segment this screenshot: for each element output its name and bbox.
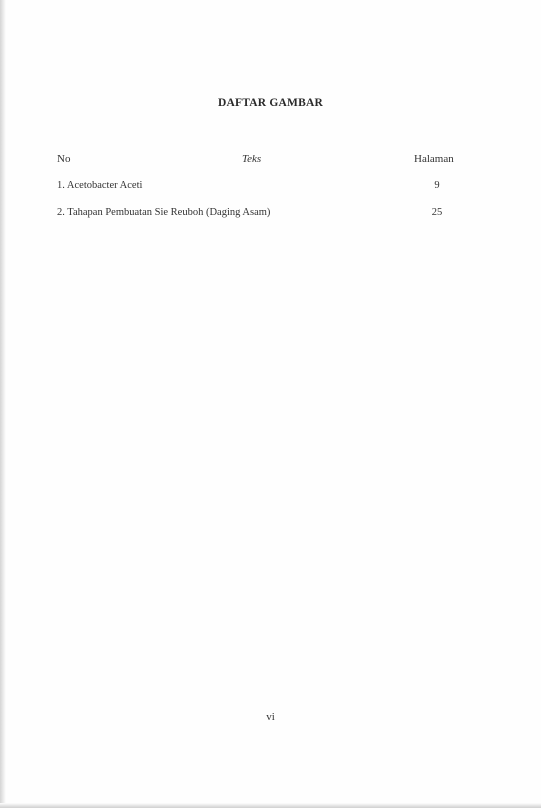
- entry-label-container: [57, 179, 407, 193]
- entry-page-number: 9: [434, 180, 440, 191]
- entry-page-number: 25: [431, 207, 443, 218]
- list-item: [57, 206, 457, 220]
- scan-bottom-edge: [0, 803, 541, 808]
- page-title: DAFTAR GAMBAR: [218, 97, 323, 109]
- list-item: [57, 179, 457, 193]
- column-header-halaman: Halaman: [414, 153, 454, 165]
- scan-left-edge: [0, 0, 6, 808]
- entry-label: 2. Tahapan Pembuatan Sie Reuboh (Daging Asam): [57, 207, 271, 218]
- column-header-no: No: [57, 153, 71, 165]
- entry-label-container: [57, 206, 407, 220]
- page-number: vi: [266, 711, 275, 723]
- column-header-teks: Teks: [242, 153, 262, 165]
- entry-label: 1. Acetobacter Aceti: [57, 180, 143, 191]
